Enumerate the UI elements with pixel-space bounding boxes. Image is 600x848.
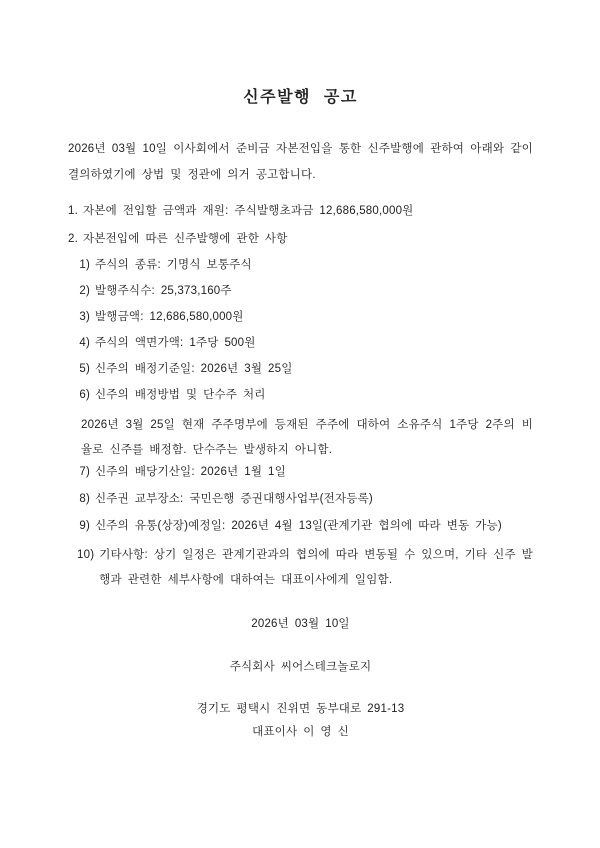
sub-item-8 [68,490,533,508]
page-title: 신주발행 공고 [243,89,358,106]
item-number: 6) [79,389,90,401]
item-text: 기타사항: 상기 일정은 관계기관과의 협의에 따라 변동될 수 있으며, 기타 신주 발행과 관련한 세부사항에 대하여는 대표이사에게 일임함. [99,549,533,586]
item-number: 1) [79,259,90,271]
item-text: 자본전입에 따른 신주발행에 관한 사항 [83,233,288,245]
item-number: 3) [79,311,90,323]
item-number: 5) [79,363,90,375]
sub-item-6 [68,386,533,404]
sub-item-3 [68,308,533,326]
company-address: 경기도 평택시 진위면 동부대로 291-13 [196,703,405,715]
item-text: 주식의 액면가액: 1주당 500원 [95,337,256,349]
sub-item-2 [68,282,533,300]
item-text: 신주의 배정방법 및 단수주 처리 [95,389,266,401]
item-text: 주식의 종류: 기명식 보통주식 [95,259,252,271]
item-text: 신주의 배정기준일: 2026년 3월 25일 [95,363,293,375]
item-text: 발행주식수: 25,373,160주 [95,285,232,297]
sub-item-4 [68,334,533,352]
item-number: 7) [79,466,90,478]
sub-item-5 [68,360,533,378]
item-number: 2) [79,285,90,297]
sub-item-10 [68,543,533,593]
announcement-date: 2026년 03월 10일 [251,618,350,630]
item-number: 2. [68,233,78,245]
company-name: 주식회사 씨어스테크놀로지 [229,661,372,673]
item-number: 8) [79,493,90,505]
list-item-2 [68,230,533,248]
allocation-note: 2026년 3월 25일 현재 주주명부에 등재된 주주에 대하여 소유주식 1주당 2주의 비율로 신주를 배정함. 단수주는 발생하지 아니함. [81,419,533,456]
item-text: 신주권 교부장소: 국민은행 증권대행사업부(전자등록) [95,493,373,505]
item-number: 1. [68,205,78,217]
item-number: 10) [77,549,95,561]
item-text: 자본에 전입할 금액과 재원: 주식발행초과금 12,686,580,000원 [83,205,414,217]
item-number: 4) [79,337,90,349]
list-item-1 [68,202,533,220]
sub-item-9 [68,517,533,535]
sub-item-7 [68,463,533,481]
item-text: 신주의 배당기산일: 2026년 1월 1일 [95,466,286,478]
ceo-name: 대표이사 이 영 신 [252,726,349,738]
sub-item-1 [68,256,533,274]
intro-paragraph: 2026년 03월 10일 이사회에서 준비금 자본전입을 통한 신주발행에 관하여 아래와 같이 결의하였기에 상법 및 정관에 의거 공고합니다. [68,143,533,181]
item-text: 신주의 유통(상장)예정일: 2026년 4월 13일(관계기관 협의에 따라 변동 가능) [95,520,502,532]
item-text: 발행금액: 12,686,580,000원 [95,311,244,323]
item-number: 9) [79,520,90,532]
